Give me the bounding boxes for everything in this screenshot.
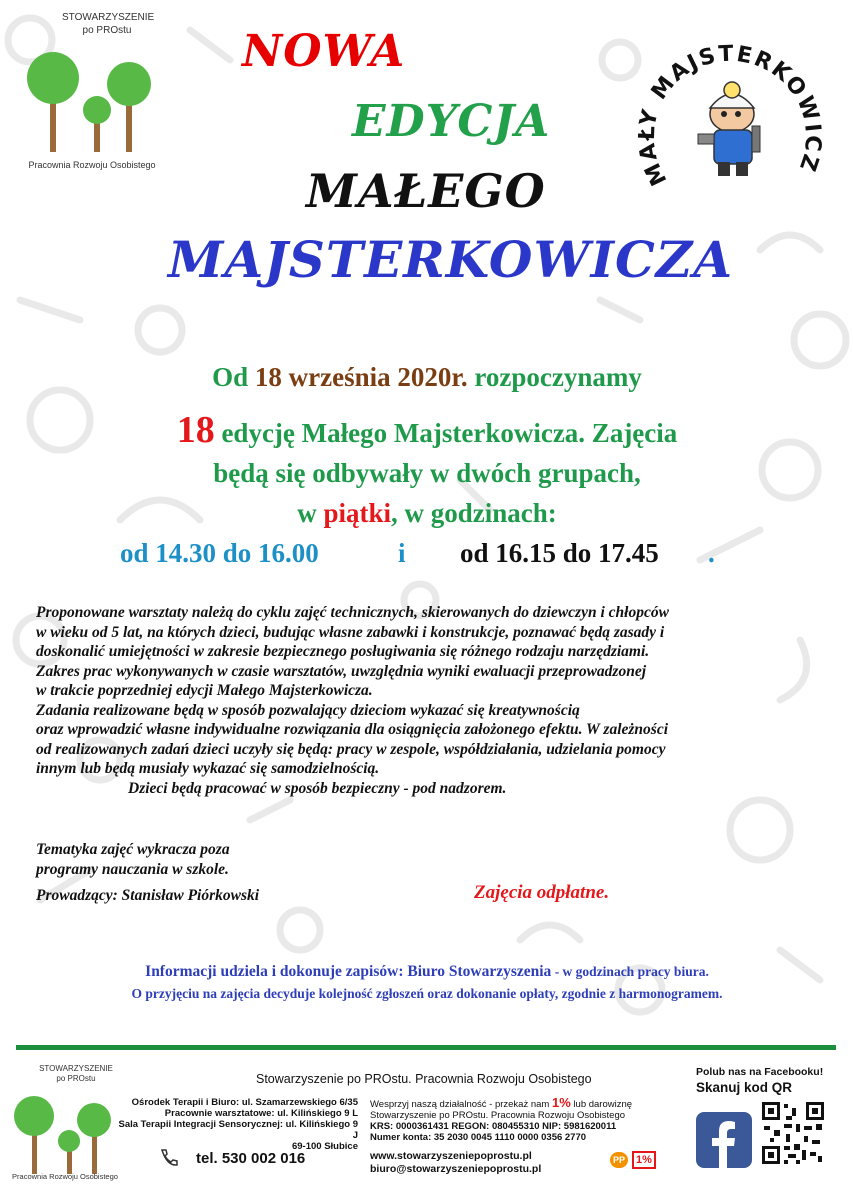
announcement-line-4 <box>0 498 854 529</box>
support-percent: 1% <box>551 1095 571 1110</box>
title-line-3: MAŁEGO <box>306 164 546 218</box>
ann-hours: , w godzinach: <box>391 498 557 528</box>
website-link[interactable]: www.stowarzyszeniepoprostu.pl <box>370 1150 532 1162</box>
logo-subtitle: Pracownia Rozwoju Osobistego <box>28 160 156 170</box>
trees-icon <box>22 38 162 156</box>
description-line: Proponowane warsztaty należą do cyklu zajęć technicznych, skierowanych do dziewczyn i chłopców <box>36 604 669 621</box>
opp-percent: 1% <box>632 1151 656 1169</box>
address-line: Pracownie warsztatowe: ul. Kilińskiego 9 L <box>164 1108 358 1119</box>
footer-logo <box>10 1062 120 1192</box>
opp-badge <box>610 1151 664 1169</box>
info-hours: - w godzinach pracy biura. <box>551 964 709 979</box>
ann-edition: edycję Małego Majsterkowicza. Zajęcia <box>214 418 678 448</box>
support-line-3: KRS: 0000361431 REGON: 080455310 NIP: 5981620011 <box>370 1121 617 1132</box>
group-separator: i <box>398 538 406 568</box>
support-text: Wesprzyj naszą działalność - przekaż nam <box>370 1099 552 1110</box>
association-logo <box>22 10 162 175</box>
day-of-week: piątki <box>323 498 391 528</box>
email-link[interactable]: biuro@stowarzyszeniepoprostu.pl <box>370 1163 542 1175</box>
description-line: innym lub będą musiały wykazać się samodzielnością. <box>36 760 380 777</box>
facebook-cta: Polub nas na Facebooku! <box>696 1066 824 1078</box>
group-1-hours: od 14.30 do 16.00 <box>120 538 319 568</box>
announcement-line-3: będą się odbywały w dwóch grupach, <box>213 458 641 488</box>
support-block <box>370 1097 670 1143</box>
ann-w: w <box>297 498 324 528</box>
footer-logo-name-line2: po PROstu <box>56 1074 96 1083</box>
org-title: Stowarzyszenie po PROstu. Pracownia Rozwoju Osobistego <box>256 1072 592 1086</box>
logo-name-line2: po PROstu <box>82 25 132 36</box>
phone-icon <box>158 1148 178 1168</box>
scan-qr-label: Skanuj kod QR <box>696 1080 793 1095</box>
start-date: 18 września 2020r. <box>254 362 468 392</box>
footer-logo-name-line1: STOWARZYSZENIE <box>39 1064 113 1073</box>
paid-notice: Zajęcia odpłatne. <box>474 882 610 903</box>
edition-number: 18 <box>176 409 215 451</box>
description <box>36 603 836 798</box>
footer-divider <box>16 1045 836 1050</box>
address-line: Ośrodek Terapii i Biuro: ul. Szamarzewskiego 6/35 <box>131 1097 358 1108</box>
group-2-dot: . <box>708 538 715 568</box>
topics-line: programy nauczania w szkole. <box>36 860 229 878</box>
footer-trees-icon <box>10 1084 120 1176</box>
ann-start: rozpoczynamy <box>467 362 642 392</box>
addresses <box>118 1097 358 1152</box>
badge-text: MAŁY MAJSTERKOWICZ <box>634 41 826 190</box>
announcement-line-2 <box>0 408 854 452</box>
support-line-4: Numer konta: 35 2030 0045 1110 0000 0356 2770 <box>370 1132 587 1143</box>
announcement-line-1 <box>0 362 854 393</box>
description-line: Dzieci będą pracować w sposób bezpieczny - pod nadzorem. <box>128 779 507 797</box>
mascot-icon <box>698 82 760 176</box>
facebook-icon[interactable] <box>696 1112 752 1168</box>
info-line-2: O przyjęciu na zajęcia decyduje kolejność zgłoszeń oraz dokonanie opłaty, zgodnie z harmonogramem. <box>131 986 723 1001</box>
logo-name-line1: STOWARZYSZENIE <box>62 12 155 23</box>
info-contact: Informacji udziela i dokonuje zapisów: Biuro Stowarzyszenia <box>145 963 552 980</box>
qr-code-icon[interactable] <box>760 1100 826 1166</box>
footer-logo-subtitle: Pracownia Rozwoju Osobistego <box>12 1172 118 1181</box>
ann-from: Od <box>212 362 255 392</box>
description-line: doskonalić umiejętności w zakresie bezpiecznego posługiwania się różnego rodzaju narzędziami. <box>36 643 650 660</box>
info-line-1 <box>0 963 854 981</box>
address-line: Sala Terapii Integracji Sensorycznej: ul. Kilińskiego 9 J <box>118 1119 358 1141</box>
description-line: Zadania realizowane będą w sposób pozwalający dzieciom wykazać się kreatywnością <box>36 701 580 719</box>
description-line: Zakres prac wykonywanych w czasie warsztatów, uwzględnia wyniki ewaluacji przeprowadzonej <box>36 662 647 680</box>
description-line: oraz wprowadzić własne indywidualne rozwiązania dla osiągnięcia założonego efektu. W zależności <box>36 721 669 738</box>
maly-majsterkowicz-badge <box>628 26 828 226</box>
address-line: 69-100 Słubice <box>291 1141 358 1152</box>
support-line-1 <box>370 1097 670 1110</box>
topics-line: Tematyka zajęć wykracza poza <box>36 841 230 858</box>
description-line: w wieku od 5 lat, na których dzieci, budując własne zabawki i konstrukcje, poznawać będą zasady i <box>36 623 665 641</box>
support-donation: lub darowiznę <box>570 1099 633 1110</box>
description-line: od realizowanych zadań dzieci uczyły się będą: pracy w zespole, współdziałania, udzielania pomocy <box>36 740 666 758</box>
title-line-2: EDYCJA <box>352 96 551 147</box>
group-2-hours: od 16.15 do 17.45 <box>460 538 659 568</box>
topics <box>36 840 436 879</box>
opp-pp-label: PP <box>610 1152 628 1168</box>
support-line-2: Stowarzyszenie po PROstu. Pracownia Rozwoju Osobistego <box>370 1110 626 1121</box>
instructor: Prowadzący: Stanisław Piórkowski <box>36 887 260 904</box>
title-line-1: NOWA <box>242 26 406 77</box>
phone-number: tel. 530 002 016 <box>196 1150 306 1167</box>
description-line: w trakcie poprzedniej edycji Małego Majsterkowicza. <box>36 682 373 699</box>
title-line-4: MAJSTERKOWICZA <box>168 230 734 289</box>
